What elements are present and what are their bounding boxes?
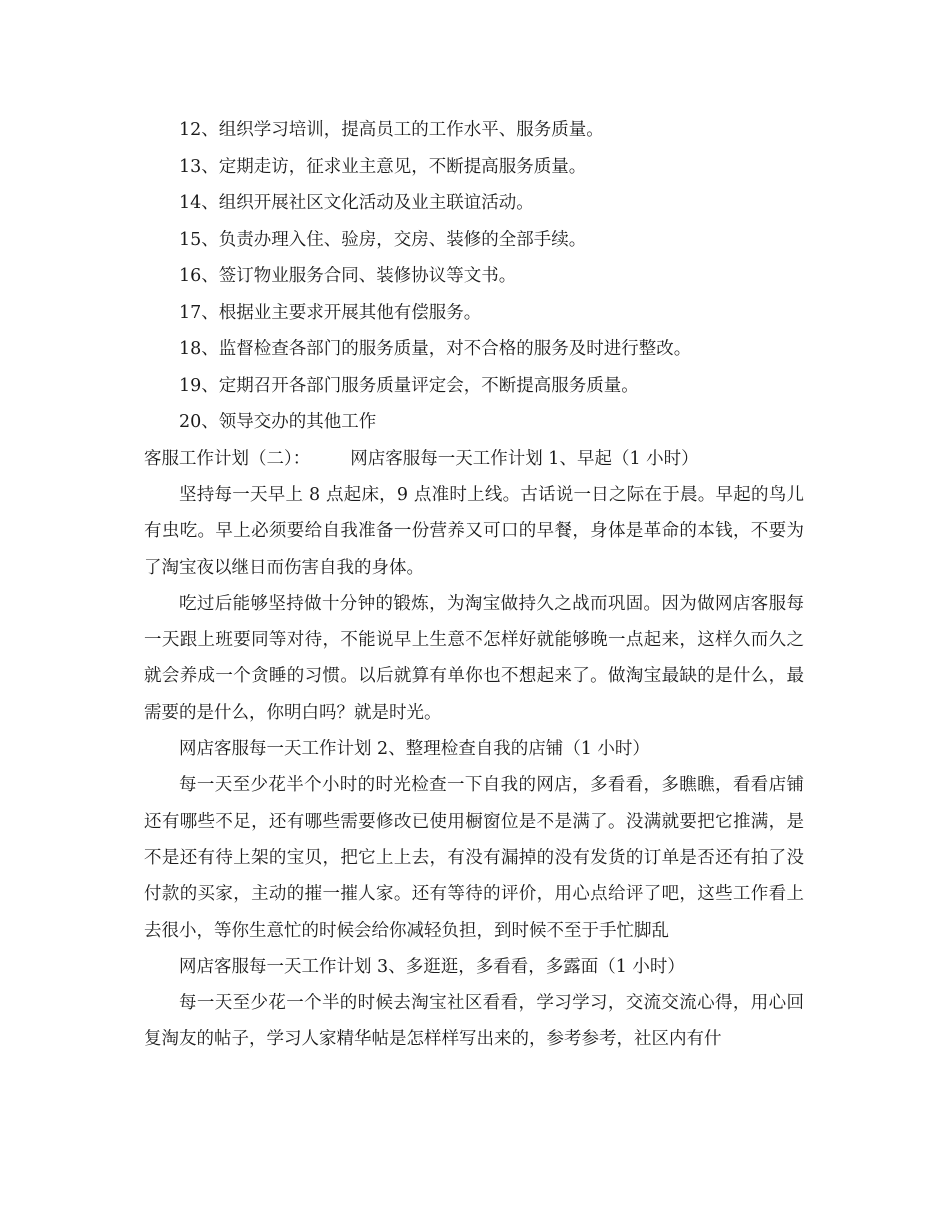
list-item-13: 13、定期走访，征求业主意见，不断提高服务质量。 (179, 156, 587, 177)
list-item-15: 15、负责办理入住、验房，交房、装修的全部手续。 (179, 229, 587, 250)
paragraph-exercise: 吃过后能够坚持做十分钟的锻炼，为淘宝做持久之战而巩固。因为做网店客服每一天跟上班要同等对待，不能说早上生意不怎样好就能够晚一点起来，这样久而久之就会养成一个贪睡的习惯。以后就算有单你也不想起来了。做淘宝最缺的是什么，最需要的是什么，你明白吗？就是时光。 (144, 593, 804, 723)
section-heading-plan-1: 网店客服每一天工作计划 1、早起（1 小时） (350, 448, 699, 469)
document-body (144, 112, 804, 1058)
section-heading-title: 客服工作计划（二）： (144, 448, 311, 469)
list-item-12: 12、组织学习培训，提高员工的工作水平、服务质量。 (179, 120, 604, 140)
plan-2-heading: 网店客服每一天工作计划 2、整理检查自我的店铺（1 小时） (179, 739, 650, 760)
paragraph-check-shop: 每一天至少花半个小时的时光检查一下自我的网店，多看看，多瞧瞧，看看店铺还有哪些不足，还有哪些需要修改已使用橱窗位是不是满了。没满就要把它推满，是不是还有待上架的宝贝，把它上上去，有没有漏掉的没有发货的订单是否还有拍了没付款的买家，主动的摧一摧人家。还有等待的评价，用心点给评了吧，这些工作看上去很小，等你生意忙的时候会给你减轻负担，到时候不至于手忙脚乱 (144, 775, 804, 941)
list-item-17: 17、根据业主要求开展其他有偿服务。 (179, 302, 482, 323)
list-item-19: 19、定期召开各部门服务质量评定会，不断提高服务质量。 (179, 375, 639, 396)
section-heading (144, 441, 804, 478)
list-item-20: 20、领导交办的其他工作 (179, 412, 377, 432)
list-item-18: 18、监督检查各部门的服务质量，对不合格的服务及时进行整改。 (179, 339, 692, 359)
list-item-14: 14、组织开展社区文化活动及业主联谊活动。 (179, 193, 534, 213)
list-item-16: 16、签订物业服务合同、装修协议等文书。 (179, 266, 517, 286)
plan-3-heading: 网店客服每一天工作计划 3、多逛逛，多看看，多露面（1 小时） (179, 956, 685, 977)
paragraph-community: 每一天至少花一个半的时候去淘宝社区看看，学习学习，交流交流心得，用心回复淘友的帖子，学习人家精华帖是怎样样写出来的，参考参考，社区内有什 (144, 993, 804, 1050)
paragraph-early-rise: 坚持每一天早上 8 点起床，9 点准时上线。古话说一日之际在于晨。早起的鸟儿有虫吃。早上必须要给自我准备一份营养又可口的早餐，身体是革命的本钱，不要为了淘宝夜以继日而伤害自我的身体。 (144, 485, 804, 578)
